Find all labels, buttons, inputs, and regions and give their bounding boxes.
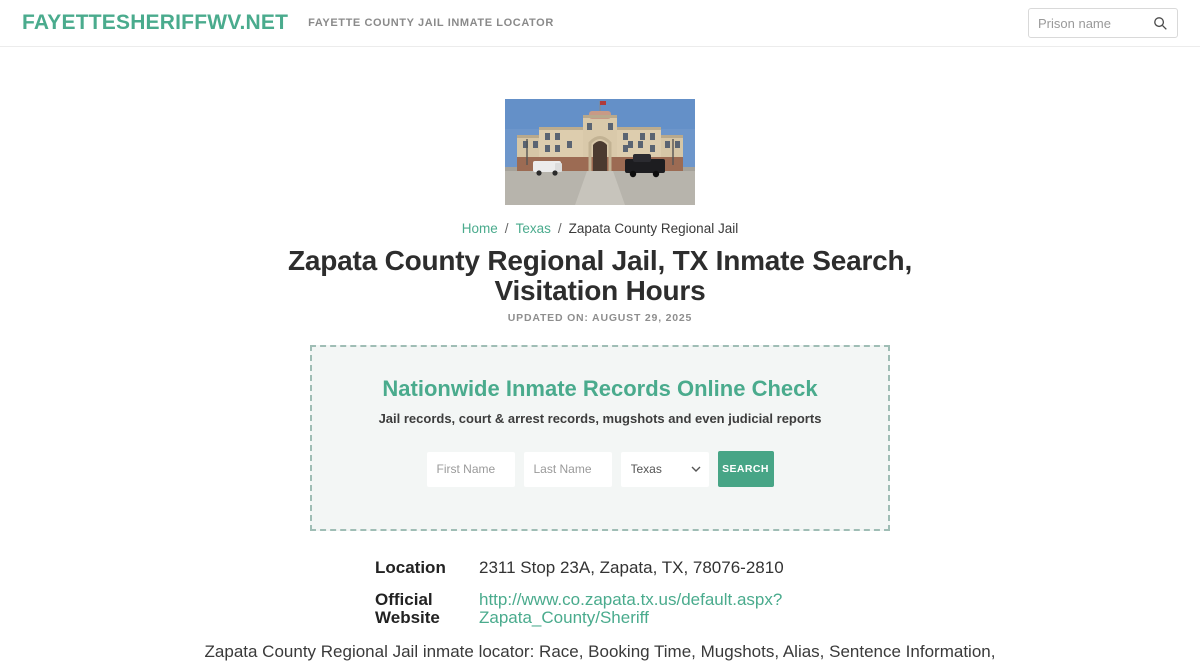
breadcrumb-state-link[interactable]: Texas <box>515 221 551 236</box>
nationwide-check-link[interactable]: Nationwide Inmate Records Online Check <box>382 376 818 401</box>
breadcrumb-separator: / <box>557 221 562 236</box>
breadcrumb-current: Zapata County Regional Jail <box>568 221 739 236</box>
facility-details <box>310 559 890 628</box>
breadcrumb-separator: / <box>504 221 509 236</box>
last-name-input[interactable] <box>524 452 612 487</box>
prison-search-input[interactable] <box>1038 16 1153 31</box>
nationwide-check-box <box>310 345 890 531</box>
breadcrumb <box>0 221 1200 236</box>
first-name-input[interactable] <box>427 452 515 487</box>
prison-search-box[interactable] <box>1028 8 1178 38</box>
location-value: 2311 Stop 23A, Zapata, TX, 78076-2810 <box>479 558 784 577</box>
site-logo[interactable]: FAYETTESHERIFFWV.NET <box>22 11 289 34</box>
footer-description: Zapata County Regional Jail inmate locator: Race, Booking Time, Mugshots, Alias, Sentence Information, <box>204 642 996 662</box>
page-title: Zapata County Regional Jail, TX Inmate Search, Visitation Hours <box>287 245 913 306</box>
search-button[interactable]: SEARCH <box>718 451 774 487</box>
location-label: Location <box>375 558 446 577</box>
site-tagline: FAYETTE COUNTY JAIL INMATE LOCATOR <box>308 17 554 29</box>
detail-row-location <box>375 559 890 578</box>
search-icon[interactable] <box>1153 16 1168 31</box>
official-website-label: Official Website <box>375 589 440 628</box>
state-select[interactable] <box>621 452 709 487</box>
jail-photo <box>505 99 695 205</box>
main-content <box>0 99 1200 664</box>
nationwide-check-subtext: Jail records, court & arrest records, mugshots and even judicial reports <box>378 411 822 426</box>
inmate-search-form <box>332 451 868 487</box>
site-header <box>0 0 1200 47</box>
breadcrumb-home-link[interactable]: Home <box>461 221 498 236</box>
updated-date: UPDATED ON: AUGUST 29, 2025 <box>507 312 693 324</box>
state-select-wrap <box>621 452 709 487</box>
detail-row-website <box>375 591 890 628</box>
official-website-link[interactable]: http://www.co.zapata.tx.us/default.aspx?Zapata_County/Sheriff <box>479 589 783 628</box>
